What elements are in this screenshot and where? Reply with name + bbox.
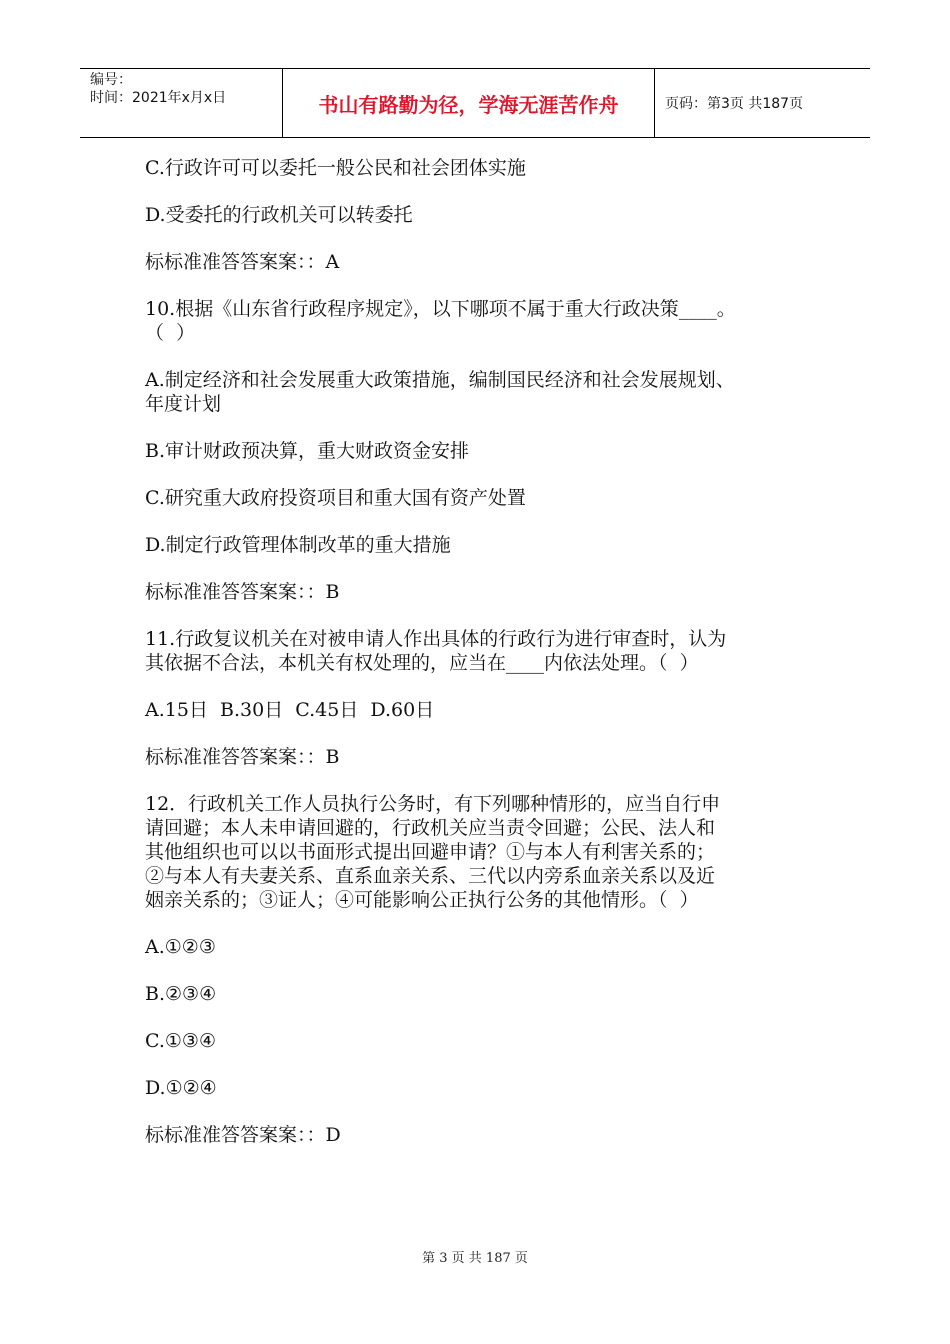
question: 11.行政复议机关在对被申请人作出具体的行政行为进行审查时，认为 其依据不合法，本机关有权处理的，应当在____内依法处理。（ ） bbox=[145, 628, 727, 674]
answer-line: 标标准准答答案案：：B bbox=[145, 581, 340, 603]
option: C.研究重大政府投资项目和重大国有资产处置 bbox=[145, 487, 526, 509]
option: B.②③④ bbox=[145, 983, 217, 1005]
question: 10.根据《山东省行政程序规定》，以下哪项不属于重大行政决策____。 （ ） bbox=[145, 298, 736, 344]
option: A.制定经济和社会发展重大政策措施，编制国民经济和社会发展规划、 年度计划 bbox=[145, 369, 735, 415]
option: A.①②③ bbox=[145, 936, 216, 958]
header-time-label: 时间：2021年x月x日 bbox=[90, 90, 227, 106]
header-page-info: 页码：第3页 共187页 bbox=[665, 96, 804, 112]
page-footer: 第 3 页 共 187 页 bbox=[422, 1251, 528, 1266]
option: D.①②④ bbox=[145, 1077, 217, 1099]
header-motto: 书山有路勤为径，学海无涯苦作舟 bbox=[282, 69, 655, 137]
answer-line: 标标准准答答案案：：D bbox=[145, 1124, 341, 1146]
answer-line: 标标准准答答案案：：A bbox=[145, 251, 340, 273]
answer-line: 标标准准答答案案：：B bbox=[145, 746, 340, 768]
header-meta bbox=[80, 69, 282, 137]
header-number-label: 编号： bbox=[90, 72, 132, 88]
document-body bbox=[145, 156, 815, 1170]
page-header bbox=[80, 68, 870, 138]
question: 12．行政机关工作人员执行公务时，有下列哪种情形的，应当自行申 请回避；本人未申请回避的，行政机关应当责令回避；公民、法人和 其他组织也可以以书面形式提出回避申请？①与本人有利害关系的； ②与本人有夫妻关系、直系血亲关系、三代以内旁系血亲关系以及近 姻亲关系的；③证人；④可能影响公正执行公务的其他情形。（ ） bbox=[145, 793, 721, 911]
option: A.15日 B.30日 C.45日 D.60日 bbox=[145, 699, 435, 721]
option: D.制定行政管理体制改革的重大措施 bbox=[145, 534, 451, 556]
option: B.审计财政预决算，重大财政资金安排 bbox=[145, 440, 470, 462]
paragraph: C.行政许可可以委托一般公民和社会团体实施 bbox=[145, 157, 526, 179]
paragraph: D.受委托的行政机关可以转委托 bbox=[145, 204, 413, 226]
option: C.①③④ bbox=[145, 1030, 216, 1052]
